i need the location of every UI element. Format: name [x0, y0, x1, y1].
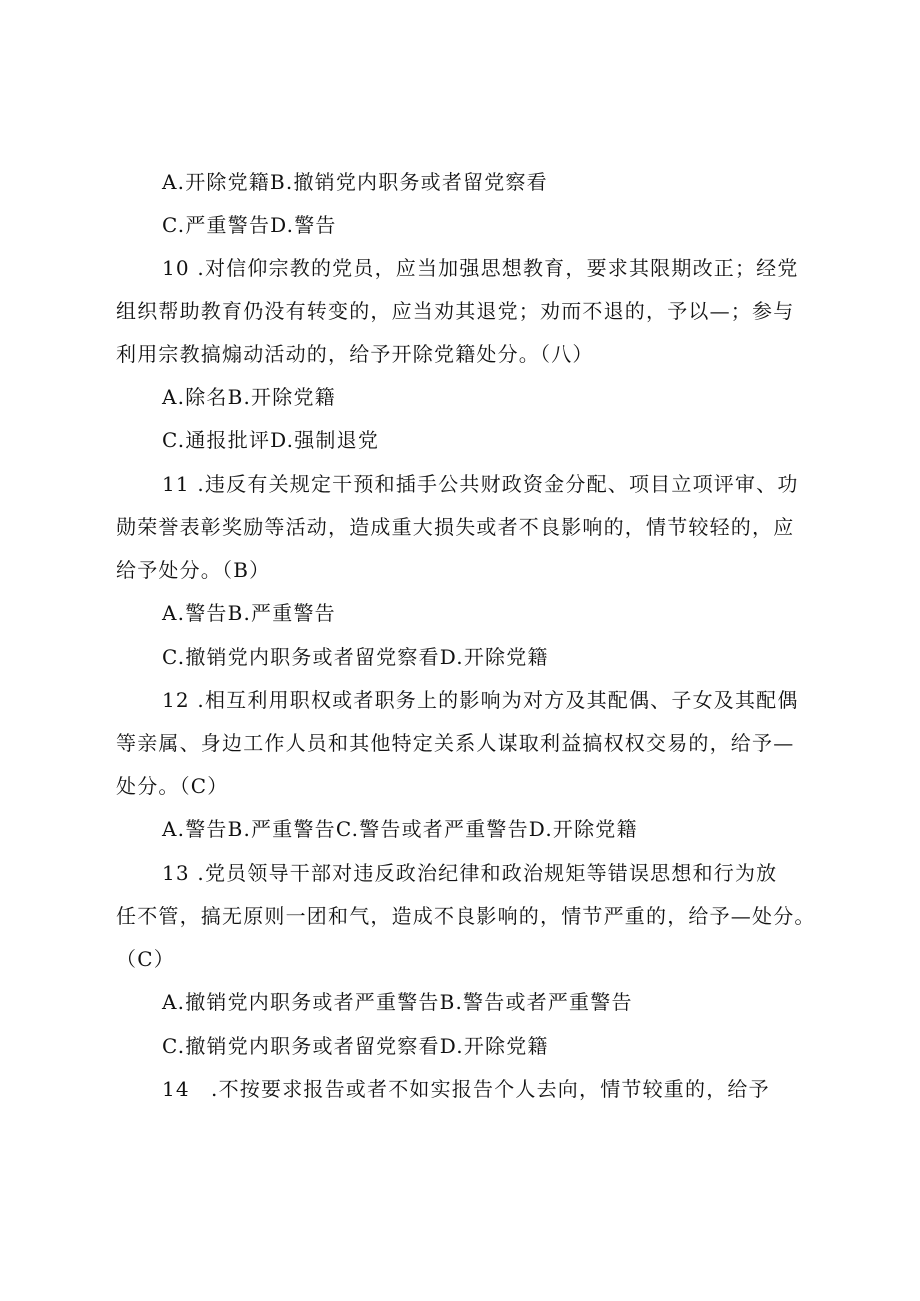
q13-options-ab: A.撤销党内职务或者严重警告B.警告或者严重警告	[162, 990, 633, 1014]
q12-options: A.警告B.严重警告C.警告或者严重警告D.开除党籍	[162, 817, 638, 841]
q12-text-line-3: 处分。（C）	[116, 774, 229, 798]
q11-text-line-3: 给予处分。（B）	[116, 558, 271, 582]
q13-text-line-1: 13 .党员领导干部对违反政治纪律和政治规矩等错误思想和行为放	[162, 861, 778, 885]
q13-text-line-3: （C）	[116, 947, 175, 971]
q13-text-line-2: 任不管，搞无原则一团和气，造成不良影响的，情节严重的，给予—处分。	[116, 904, 816, 928]
q10-options-cd: C.通报批评D.强制退党	[162, 428, 380, 452]
q10-text-line-3: 利用宗教搞煽动活动的，给予开除党籍处分。（八）	[116, 342, 594, 366]
q14-text-line-1: 14 .不按要求报告或者不如实报告个人去向，情节较重的，给予	[162, 1077, 770, 1101]
q10-text-line-1: 10 .对信仰宗教的党员，应当加强思想教育，要求其限期改正；经党	[162, 256, 799, 280]
q12-text-line-1: 12 .相互利用职权或者职务上的影响为对方及其配偶、子女及其配偶	[162, 688, 799, 712]
q11-text-line-1: 11 .违反有关规定干预和插手公共财政资金分配、项目立项评审、功	[162, 472, 799, 496]
q11-options-ab: A.警告B.严重警告	[162, 601, 336, 625]
q13-options-cd: C.撤销党内职务或者留党察看D.开除党籍	[162, 1034, 549, 1058]
q11-options-cd: C.撤销党内职务或者留党察看D.开除党籍	[162, 645, 549, 669]
q12-text-line-2: 等亲属、身边工作人员和其他特定关系人谋取利益搞权权交易的，给予—	[116, 731, 795, 755]
q10-text-line-2: 组织帮助教育仍没有转变的，应当劝其退党；劝而不退的，予以—；参与	[116, 299, 795, 323]
q10-options-ab: A.除名B.开除党籍	[162, 385, 336, 409]
q11-text-line-2: 勋荣誉表彰奖励等活动，造成重大损失或者不良影响的，情节较轻的，应	[116, 515, 795, 539]
q9-options-cd: C.严重警告D.警告	[162, 213, 337, 237]
q9-options-ab: A.开除党籍B.撤销党内职务或者留党察看	[162, 170, 548, 194]
